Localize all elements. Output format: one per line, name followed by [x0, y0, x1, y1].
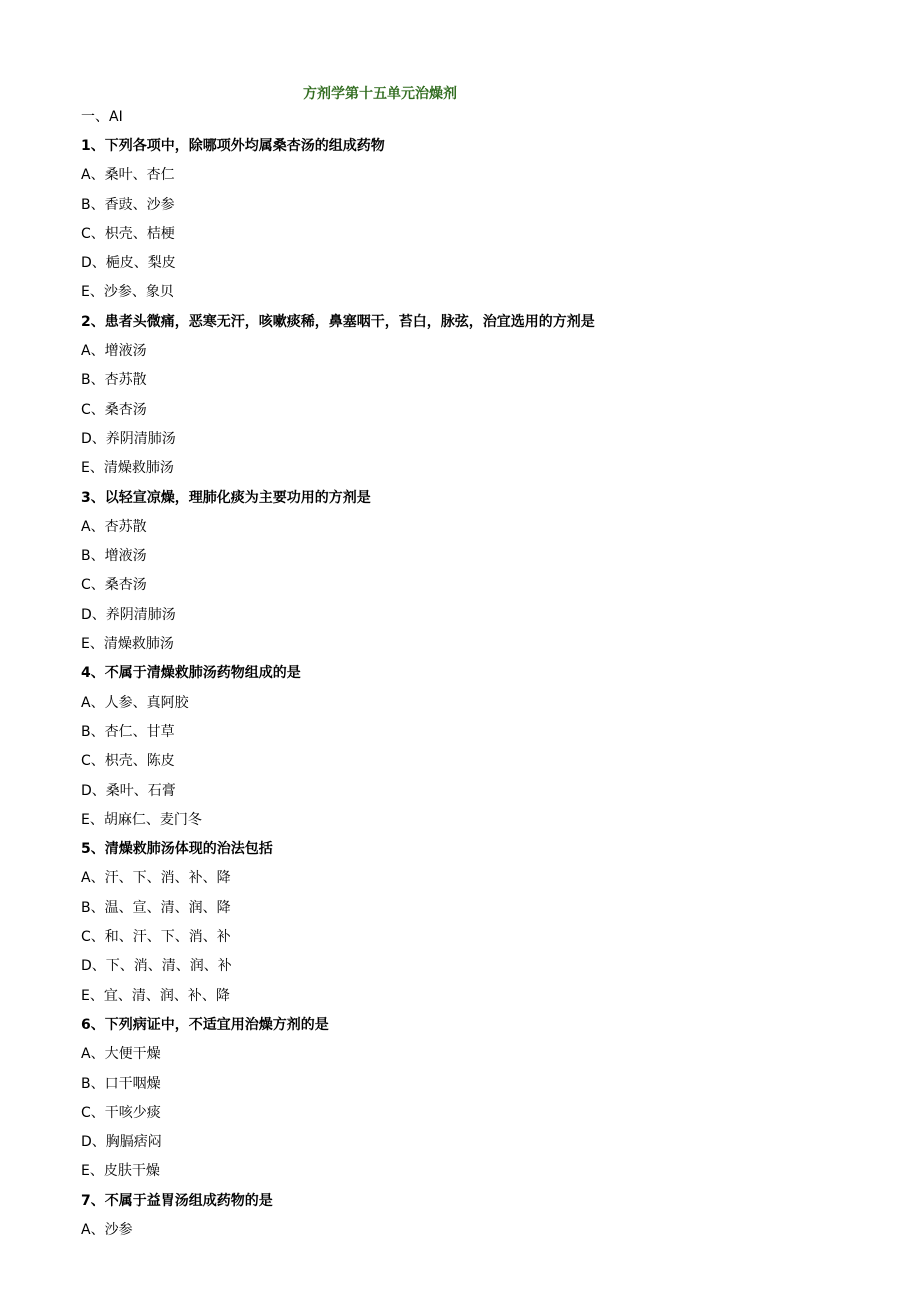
- question-text: 4、不属于清燥救肺汤药物组成的是: [81, 665, 301, 682]
- answer-option: A、大便干燥: [81, 1046, 161, 1063]
- section-heading: 一、AI: [81, 109, 123, 125]
- answer-option: A、杏苏散: [81, 518, 147, 535]
- answer-option: A、增液汤: [81, 343, 147, 360]
- answer-option: D、梔皮、梨皮: [81, 255, 176, 272]
- question-list: [81, 136, 841, 1249]
- answer-option: B、温、宣、清、润、降: [81, 899, 231, 916]
- answer-option: E、清燥救肺汤: [81, 460, 174, 477]
- question-text: 2、患者头微痛，恶寒无汗，咳嗽痰稀，鼻塞咽干，苔白，脉弦，治宜选用的方剂是: [81, 313, 595, 330]
- answer-option: E、宜、清、润、补、降: [81, 987, 230, 1004]
- answer-option: D、养阴清肺汤: [81, 430, 176, 447]
- answer-option: C、枳壳、桔梗: [81, 225, 175, 242]
- answer-option: C、干咳少痰: [81, 1104, 161, 1121]
- answer-option: C、桑杏汤: [81, 577, 147, 594]
- answer-option: C、和、汗、下、消、补: [81, 929, 231, 946]
- answer-option: E、清燥救肺汤: [81, 636, 174, 653]
- answer-option: B、增液汤: [81, 548, 147, 565]
- answer-option: B、香豉、沙参: [81, 196, 175, 213]
- answer-option: E、沙参、象贝: [81, 284, 174, 301]
- answer-option: D、下、消、清、润、补: [81, 958, 232, 975]
- answer-option: A、人参、真阿胶: [81, 694, 189, 711]
- question-text: 6、下列病证中，不适宜用治燥方剂的是: [81, 1016, 329, 1033]
- answer-option: A、桑叶、杏仁: [81, 167, 175, 184]
- question-text: 3、以轻宣凉燥，理肺化痰为主要功用的方剂是: [81, 489, 371, 506]
- answer-option: E、胡麻仁、麦门冬: [81, 811, 202, 828]
- question-text: 5、清燥救肺汤体现的治法包括: [81, 841, 273, 858]
- answer-option: A、沙参: [81, 1221, 133, 1238]
- answer-option: A、汗、下、消、补、降: [81, 870, 231, 887]
- question-text: 7、不属于益胃汤组成药物的是: [81, 1192, 273, 1209]
- answer-option: B、口干咽燥: [81, 1075, 161, 1092]
- document-title: 方剂学第十五单元治燥剂: [303, 86, 457, 102]
- answer-option: D、养阴清肺汤: [81, 606, 176, 623]
- answer-option: D、胸膈痞闷: [81, 1134, 162, 1151]
- answer-option: B、杏仁、甘草: [81, 723, 175, 740]
- answer-option: C、桑杏汤: [81, 401, 147, 418]
- answer-option: E、皮肤干燥: [81, 1163, 160, 1180]
- question-text: 1、下列各项中，除哪项外均属桑杏汤的组成药物: [81, 138, 385, 154]
- answer-option: B、杏苏散: [81, 372, 147, 389]
- answer-option: C、枳壳、陈皮: [81, 753, 175, 770]
- answer-option: D、桑叶、石膏: [81, 782, 176, 799]
